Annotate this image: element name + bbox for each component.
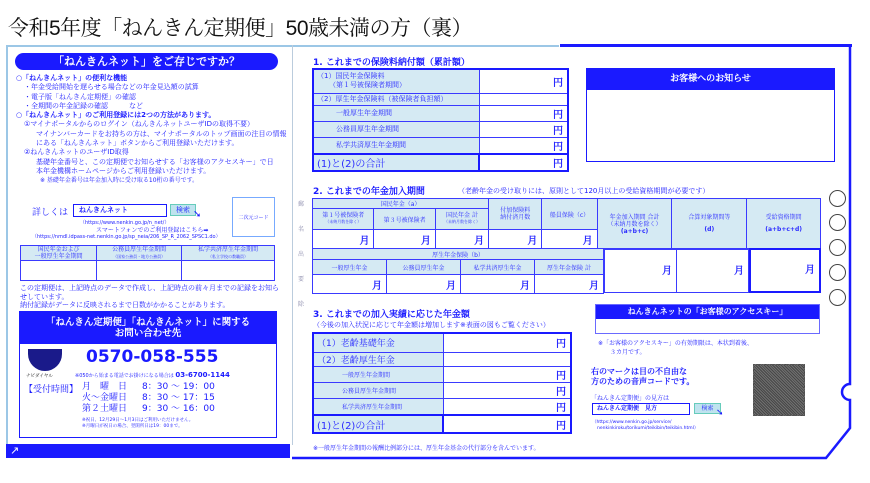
th: 国民年金および — [37, 246, 80, 253]
hours-footnote: ※祝日、12月29日～1月3日はご利用いただけません。 — [82, 418, 194, 423]
cell — [97, 261, 182, 281]
th: （国家公務員・地方公務員） — [113, 254, 166, 259]
th: 公務員厚生年金 — [387, 260, 461, 275]
details-label: 詳しくは — [32, 208, 69, 218]
hours-label: 【受付時間】 — [24, 385, 79, 395]
th: 私学共済厚生年金 — [461, 260, 535, 275]
month-cell: 月 — [374, 230, 435, 250]
left-divider — [292, 45, 293, 445]
qr-label: 二次元コード — [238, 215, 269, 221]
cursor-arrow-icon: ➘ — [716, 408, 724, 418]
th: 一般厚生年金期間 — [34, 253, 83, 260]
th: 第１号被保険者 — [322, 212, 365, 219]
enrollment-period-table — [312, 198, 821, 250]
section2-title: 2. これまでの年金加入期間 — [313, 187, 425, 197]
smartphone-link[interactable]: スマートフォンでのご利用登録はこちら➡ — [96, 227, 209, 234]
hours-time: 8：30 ～ 17：15 — [142, 393, 215, 403]
empty-cell — [443, 352, 571, 366]
fuka-header: 納付済月数 — [500, 214, 531, 221]
th: 第３号被保険者 — [374, 209, 435, 230]
amount-cell: 円 — [443, 366, 571, 382]
cell — [181, 261, 274, 281]
empty-cell — [479, 93, 568, 105]
amount-cell: 円 — [479, 121, 568, 137]
alt-note: ※050から始まる電話でお掛けになる場合は — [75, 373, 174, 379]
method2-note: ※ 基礎年金番号は年金加入時に受け取る10桁の番号です。 — [40, 177, 199, 185]
amount-cell: 円 — [479, 69, 568, 93]
method2-title: ②ねんきんネットのユーザID取得 — [24, 148, 129, 157]
navi-dial-label: ナビダイヤル — [26, 374, 53, 379]
month-cell: 月 — [435, 230, 488, 250]
jukyu-month-cell: 月 — [749, 248, 821, 293]
goan-header: (d) — [704, 226, 715, 233]
method1-body: マイナンバーカードをお持ちの方は、マイナポータルのトップ画面の注目の情報にある「ねんきんネット」ボタンからご利用登録いただけます。 — [36, 129, 287, 148]
hours-footnote: ※月曜日が祝日の場合、翌開所日は19：00まで。 — [82, 424, 183, 429]
section3-title: 3. これまでの加入実績に応じた年金額 — [313, 310, 470, 320]
th: 一般厚生年金 — [313, 260, 387, 275]
registration-title: ○「ねんきんネット」のご利用登録には2つの方法があります。 — [16, 111, 216, 120]
goan-header: 合算対象期間等 — [688, 214, 731, 221]
cell — [21, 261, 97, 281]
amount-cell: 円 — [479, 105, 568, 121]
smartphone-url[interactable]: （https://nmdl.idpass-net.nenkin.go.jp/sp_neia/206_SP_R_2062_SPSC1.do） — [32, 234, 221, 240]
premium-table — [312, 68, 569, 172]
row-label: （1）老齢基礎年金 — [313, 333, 443, 352]
total-label: (1)と(2)の合計 — [313, 154, 479, 171]
row-label: 公務員厚生年金期間 — [313, 382, 443, 398]
method2-body: 基礎年金番号と、この定期便でお知らせする「お客様のアクセスキー」で日本年金機構ホームページからご利用登録いただけます。 — [36, 157, 274, 175]
nenkin-net-header: 「ねんきんネット」をご存じですか？ — [15, 53, 278, 70]
month-cell: 月 — [387, 275, 461, 294]
alt-phone-number[interactable]: 03-6700-1144 — [175, 371, 230, 379]
goan-month-cell: 月 — [676, 248, 749, 293]
th: （未納月数を除く） — [444, 219, 480, 224]
access-key-note: ３カ月です。 — [610, 349, 646, 356]
teikibin-url[interactable]: nenkinkiroku/torikumi/teikibin/teikibin.html） — [597, 426, 699, 431]
section2-subtitle: （老齢年金の受け取りには、原則として120月以上の受給資格期間が必要です） — [458, 187, 710, 195]
th: 私学共済厚生年金期間 — [197, 246, 258, 253]
hours-day: 火～金曜日 — [82, 393, 128, 403]
record-period-table — [20, 245, 275, 281]
total-header: 年金加入期間 合計 — [609, 213, 660, 221]
th: 厚生年金保険 計 — [535, 260, 604, 275]
th: 公務員厚生年金期間 — [112, 246, 167, 253]
total-amount-cell: 円 — [443, 415, 571, 433]
contact-header — [20, 312, 276, 344]
method1-title: ①マイナポータルからのログイン（ねんきんネットユーザIDの取得不要） — [24, 120, 254, 129]
feature-item: ・年金受給開始を遅らせる場合などの年金見込額の試算 — [24, 83, 199, 92]
feature-item: ・電子版「ねんきん定期便」の確認 — [24, 92, 136, 101]
qr-code-placeholder — [232, 197, 275, 237]
month-cell: 月 — [461, 275, 535, 294]
kokumin-header: 国民年金（a） — [313, 199, 489, 209]
hours-day: 月 曜 日 — [82, 382, 128, 392]
voice-code-image — [753, 364, 805, 416]
total-amount-cell: 円 — [479, 154, 568, 171]
nenkin-net-url[interactable]: （https://www.nenkin.go.jp/n_net/） — [80, 220, 170, 226]
kosei-period-table — [312, 248, 604, 294]
page-title: 令和5年度「ねんきん定期便」50歳未満の方（裏） — [8, 17, 473, 40]
row-label: 公務員厚生年金期間 — [313, 121, 479, 137]
hours-day: 第２土曜日 — [82, 404, 128, 414]
hours-list — [82, 382, 215, 415]
nenkin-net-search-button[interactable]: 検索 — [170, 204, 196, 216]
row-label: （2）厚生年金保険料（被保険者負担額） — [313, 93, 479, 105]
hours-time: 9：30 ～ 16：00 — [142, 404, 215, 414]
access-key-title: ねんきんネットの「お客様のアクセスキー」 — [596, 305, 819, 319]
punch-hole-icon — [829, 289, 846, 306]
punch-hole-icon — [829, 214, 846, 231]
data-note: 納付記録がデータに反映されるまで日数がかかることがあります。 — [20, 301, 230, 309]
total-header: (a+b+c) — [620, 227, 649, 235]
month-cell: 月 — [542, 230, 597, 250]
th: 国民年金 計 — [446, 212, 478, 219]
section3-footnote: ※一般厚生年金期間の報酬比例部分には、厚生年金基金の代行部分を含んでいます。 — [313, 445, 540, 452]
row-label: （第１号被保険者期間） — [329, 81, 406, 90]
nenkin-net-search-input[interactable]: ねんきんネット — [73, 204, 167, 217]
hours-time: 8：30 ～ 19：00 — [142, 382, 215, 392]
navi-dial-logo — [28, 349, 62, 371]
howto-label: 「ねんきん定期便」の見方は — [591, 395, 670, 402]
fuka-header: 付加保険料 — [500, 207, 531, 214]
month-cell: 月 — [313, 275, 387, 294]
th: （未納月数を除く） — [325, 219, 362, 224]
voice-code-text: 方のための音声コードです。 — [591, 377, 695, 386]
contact-header-line2: お問い合わせ先 — [114, 328, 182, 339]
notice-title: お客様へのお知らせ — [587, 69, 834, 90]
punch-hole-icon — [829, 239, 846, 256]
arrow-icon: ↗ — [10, 444, 20, 457]
amount-cell: 円 — [443, 398, 571, 415]
alt-phone-note — [75, 371, 230, 379]
cursor-arrow-icon: ➘ — [193, 209, 202, 220]
feature-item: ・全期間の年金記録の確認 など — [24, 101, 143, 110]
nenkin-net-info — [16, 74, 288, 186]
teikibin-url[interactable]: （https://www.nenkin.go.jp/service/ — [592, 420, 672, 425]
teikibin-search-button[interactable]: 検索 — [694, 403, 721, 414]
pension-amount-table — [312, 332, 572, 434]
total-header: （未納月数を除く） — [607, 220, 662, 228]
funin-header: 船員保険（c） — [542, 199, 597, 230]
voice-code-text: 右のマークは目の不自由な — [591, 367, 687, 376]
punch-hole-icon — [829, 190, 846, 207]
punch-hole-icon — [829, 264, 846, 281]
row-label: 私学共済厚生年金期間 — [313, 137, 479, 154]
section3-subtitle: （今後の加入状況に応じて年金額は増加します※表面の図もご覧ください） — [313, 321, 550, 329]
jukyu-header: (a+b+c+d) — [765, 226, 802, 233]
row-label: 一般厚生年金期間 — [313, 366, 443, 382]
amount-cell: 円 — [443, 333, 571, 352]
amount-cell: 円 — [443, 382, 571, 398]
access-key-box — [595, 304, 820, 334]
bottom-blue-bar — [6, 444, 290, 458]
notice-box — [586, 68, 835, 162]
row-label: 私学共済厚生年金期間 — [313, 398, 443, 415]
month-cell: 月 — [489, 230, 542, 250]
amount-cell: 円 — [479, 137, 568, 154]
section1-title: 1. これまでの保険料納付額（累計額） — [313, 58, 470, 68]
row-label: （2）老齢厚生年金 — [313, 352, 443, 366]
total-label: (1)と(2)の合計 — [313, 415, 443, 433]
contact-header-line1: 「ねんきん定期便」「ねんきんネット」に関する — [45, 317, 251, 328]
th: （私立学校の教職員） — [207, 254, 248, 259]
kosei-header: 厚生年金保険（b） — [313, 249, 604, 260]
contact-box — [19, 311, 277, 438]
feature-title: ○「ねんきんネット」の便利な機能 — [16, 74, 128, 82]
phone-number[interactable]: 0570-058-555 — [86, 347, 219, 367]
total-month-cell: 月 — [604, 248, 677, 293]
margin-characters: 郵名出要除 — [298, 201, 305, 308]
row-label: 一般厚生年金期間 — [313, 105, 479, 121]
month-cell: 月 — [535, 275, 604, 294]
teikibin-search-input[interactable]: ねんきん定期便 見方 — [592, 403, 690, 415]
data-note: この定期便は、上記時点のデータで作成し、上記時点の前々月までの記録をお知らせしています。 — [20, 284, 279, 301]
row-label: （1）国民年金保険料 — [317, 72, 385, 81]
jukyu-header: 受給資格期間 — [765, 214, 802, 221]
month-cell: 月 — [313, 230, 374, 250]
access-key-note: ※「お客様のアクセスキー」の有効期限は、本状到着後、 — [598, 340, 753, 347]
